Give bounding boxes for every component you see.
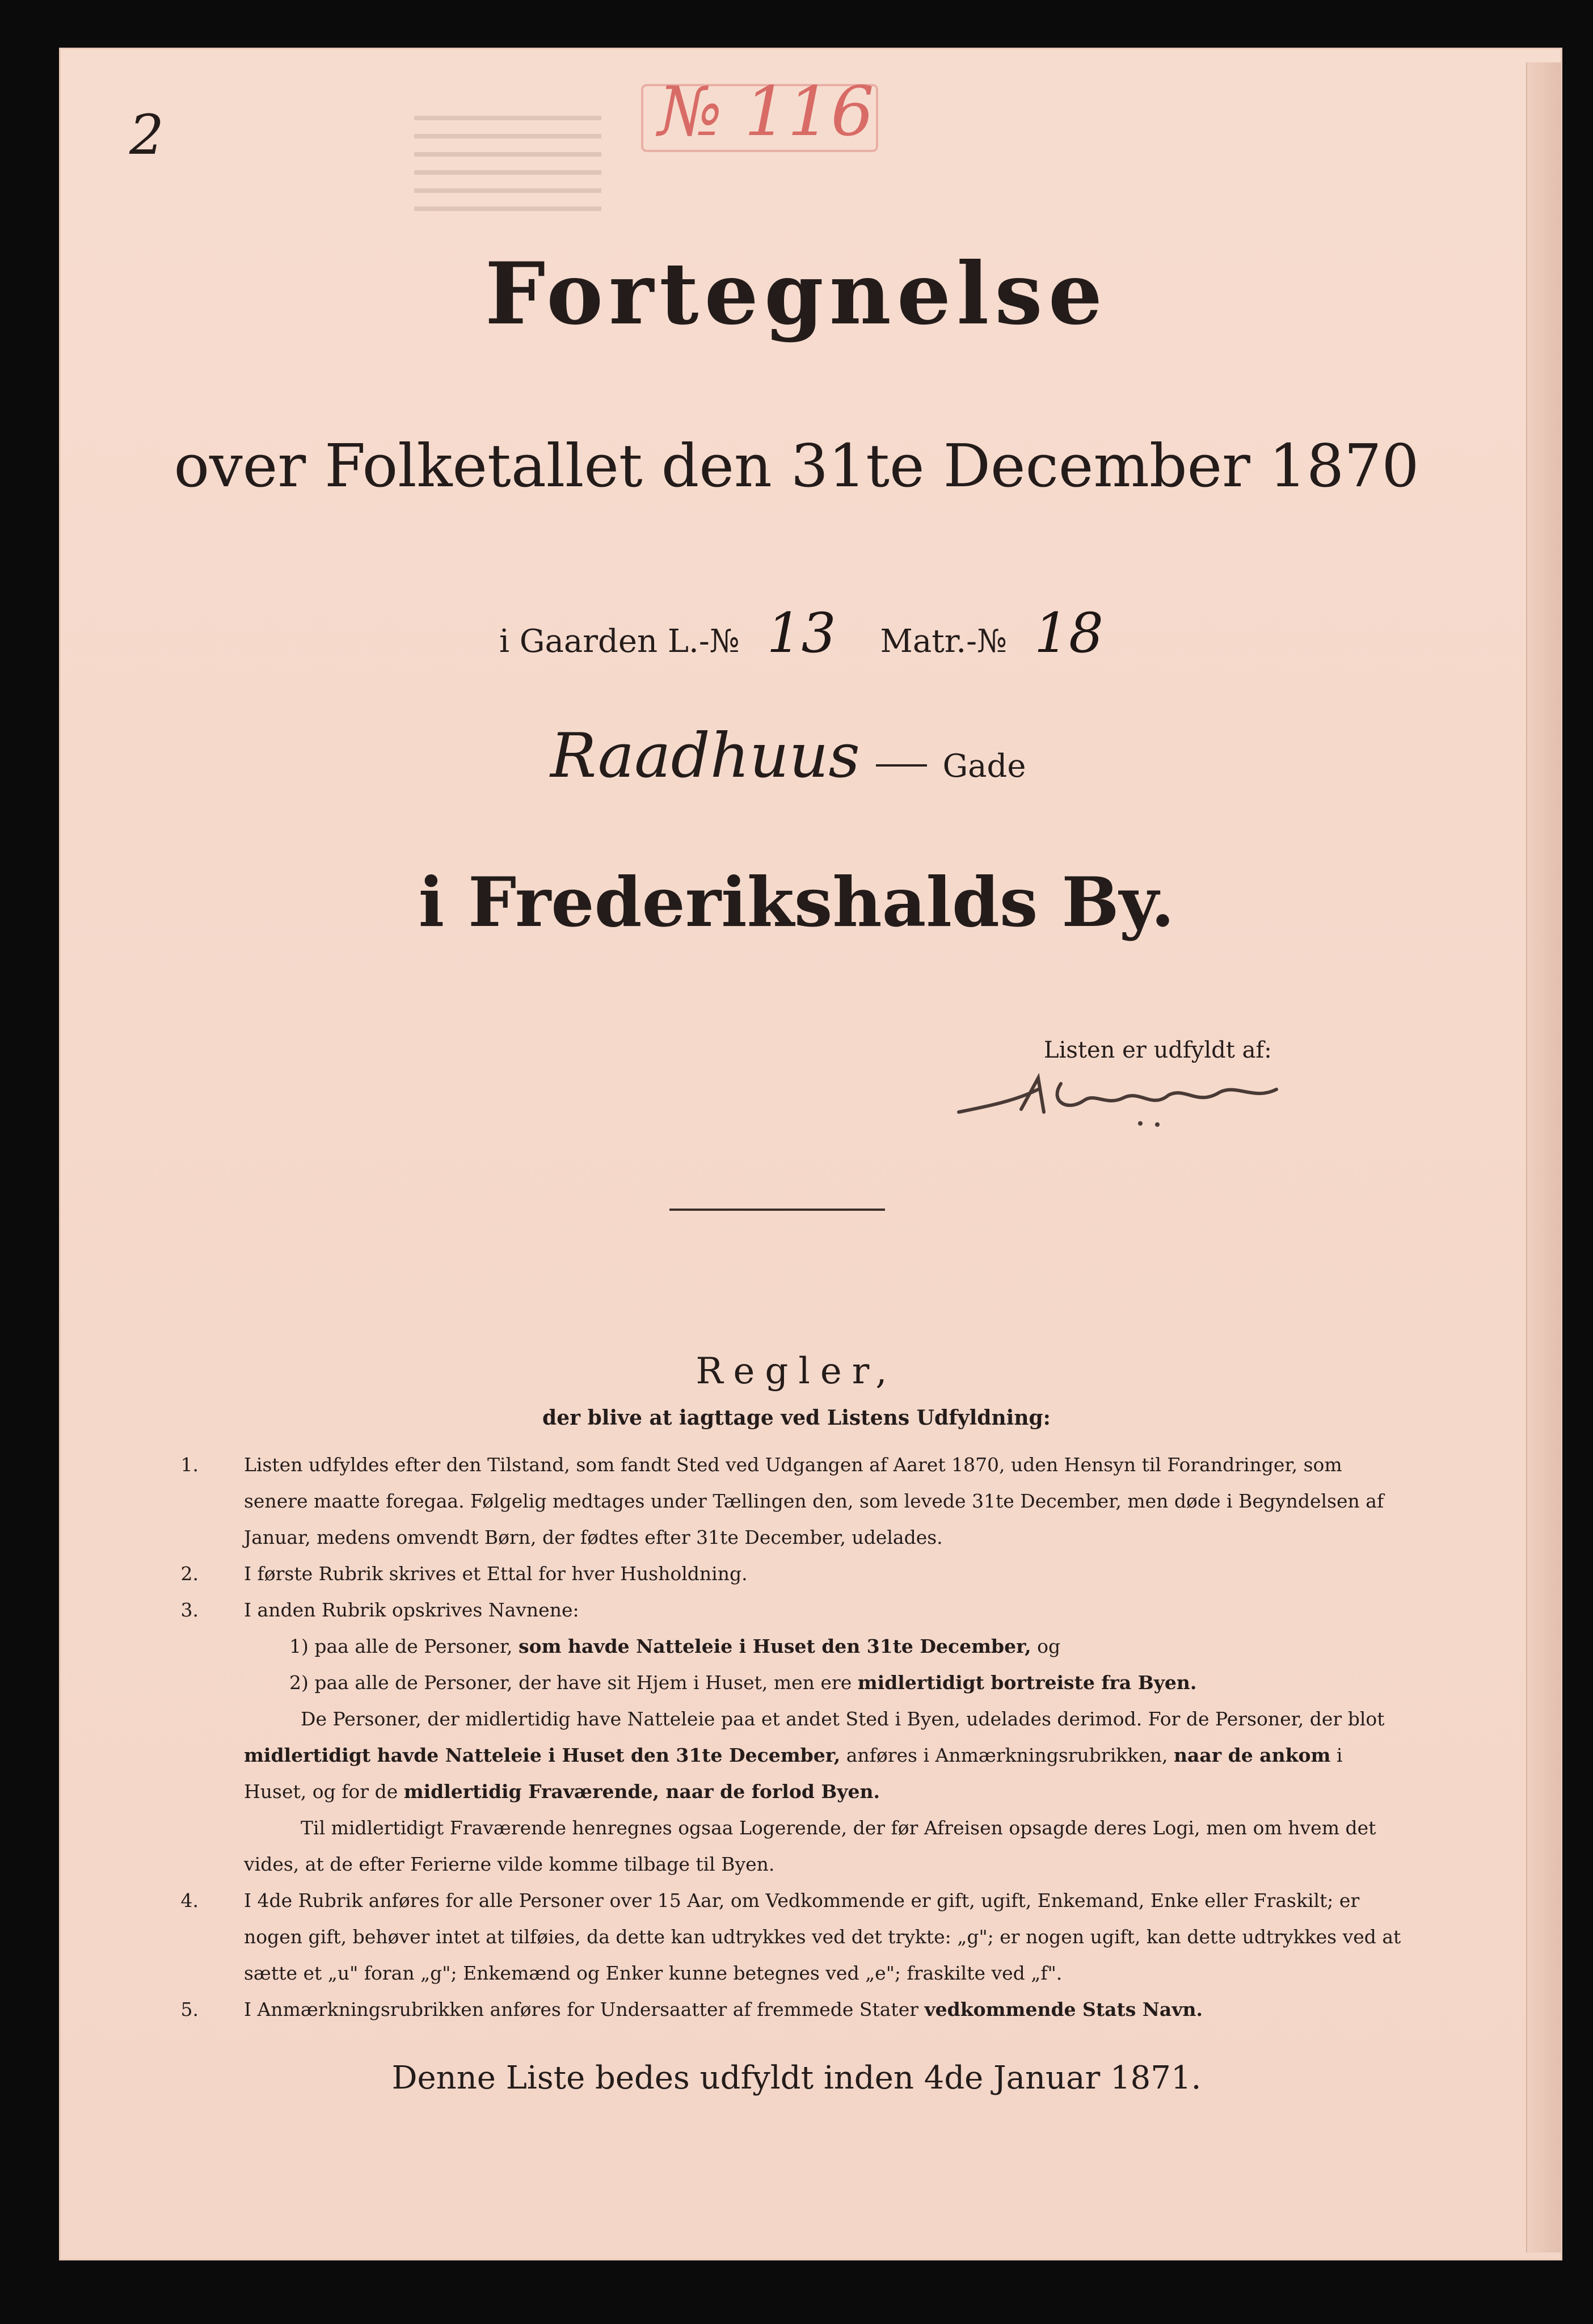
para-bold-text: midlertidigt havde Natteleie i Huset den 31te December, (244, 1744, 841, 1766)
rule-number: 3. (180, 1599, 199, 1621)
gaard-prefix: i Gaarden L.-№ (499, 623, 740, 660)
matr-label: Matr.-№ (880, 623, 1008, 660)
street-dash (876, 764, 927, 767)
matr-number: 18 (1034, 601, 1104, 665)
rule-number: 4. (180, 1889, 199, 1912)
rule-number: 2. (180, 1563, 199, 1585)
rule-2 (165, 1556, 1401, 1592)
filled-by-label: Listen er udfyldt af: (1044, 1037, 1272, 1063)
l-number: 13 (766, 601, 836, 665)
rule-number: 5. (180, 1998, 199, 2020)
rule-text: I første Rubrik skrives et Ettal for hver Husholdning. (244, 1563, 748, 1585)
gaard-line (499, 601, 1123, 665)
street-suffix: Gade (942, 748, 1026, 785)
street-line (550, 721, 1061, 791)
rule-3-item-1 (165, 1628, 1401, 1665)
item-text-end: og (1037, 1635, 1061, 1657)
rules-list (165, 1447, 1401, 2028)
stamp-number: № 116 (658, 73, 874, 151)
rule-1 (165, 1447, 1401, 1556)
item-text: 2) paa alle de Personer, der have sit Hjem i Huset, men ere (289, 1672, 852, 1694)
rule-3-paragraph-2: Til midlertidigt Fraværende henregnes ogsaa Logerende, der før Afreisen opsagde deres Logi, men om hvem det vides, at de efter Ferierne vilde komme tilbage til Byen. (244, 1817, 1376, 1875)
rule-3 (165, 1592, 1401, 1628)
rule-5 (165, 1992, 1401, 2028)
form-subtitle: over Folketallet den 31te December 1870 (174, 431, 1419, 500)
rule-3-item-2 (165, 1665, 1401, 1701)
street-name-handwritten: Raadhuus (550, 721, 860, 791)
item-bold-text: midlertidigt bortreiste fra Byen. (857, 1672, 1197, 1694)
para-text: De Personer, der midlertidig have Natteleie paa et andet Sted i Byen, udelades derimod. For de Personer, der blot (301, 1708, 1385, 1730)
paper-edge (1526, 62, 1561, 2253)
para-text: anføres i Anmærkningsrubrikken, (846, 1744, 1168, 1766)
form-title: Fortegnelse (484, 244, 1109, 344)
item-bold-text: som havde Natteleie i Huset den 31te December, (519, 1635, 1031, 1657)
item-text: 1) paa alle de Personer, (289, 1635, 513, 1657)
rule-text: I Anmærkningsrubrikken anføres for Undersaatter af fremmede Stater (244, 1998, 918, 2020)
para-bold-text: naar de ankom (1174, 1744, 1331, 1766)
para-bold-text: midlertidig Fraværende, naar de forlod Byen. (403, 1780, 880, 1803)
rules-subheading: der blive at iagttage ved Listens Udfyldning: (542, 1406, 1051, 1430)
rule-3-paragraph-1 (165, 1701, 1401, 1810)
rule-bold-text: vedkommende Stats Navn. (924, 1998, 1203, 2020)
section-divider (669, 1209, 885, 1211)
rules-heading: Regler, (696, 1350, 897, 1392)
closing-instruction: Denne Liste bedes udfyldt inden 4de Januar 1871. (391, 2060, 1202, 2096)
para-text: i Huset, og for de (244, 1744, 1343, 1803)
rule-text: Listen udfyldes efter den Tilstand, som fandt Sted ved Udgangen af Aaret 1870, uden Hensyn til Forandringer, som senere maatte foregaa. Følgelig medtages under Tællingen den, som levede 31te December, men døde i Begyndelsen af Januar, medens omvendt Børn, der fødtes efter 31te December, udelades. (244, 1454, 1384, 1548)
rule-4 (165, 1883, 1401, 1992)
rule-text: I anden Rubrik opskrives Navnene: (244, 1599, 579, 1621)
rule-number: 1. (180, 1454, 199, 1476)
corner-handwritten-mark: 2 (129, 103, 165, 167)
rule-text: I 4de Rubrik anføres for alle Personer over 15 Aar, om Vedkommende er gift, ugift, Enkemand, Enke eller Fraskilt; er nogen gift, behøver intet at tilføies, da dette kan udtrykkes ved det trykte: „g"; er nogen ugift, kan dette udtrykkes ved at sætte et „u" foran „g"; Enkemænd og Enker kunne betegnes ved „e"; fraskilte ved „f". (244, 1889, 1401, 1984)
signature-image (953, 1067, 1293, 1129)
town-line: i Frederikshalds By. (418, 862, 1175, 942)
